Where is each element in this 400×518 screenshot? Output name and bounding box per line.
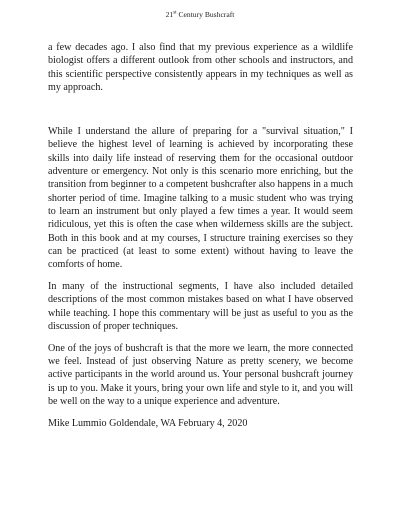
author-signature: Mike Lummio Goldendale, WA February 4, 2020 [48, 417, 248, 429]
running-header-title: Century Bushcraft [176, 10, 235, 19]
running-header-number: 21 [165, 10, 174, 19]
paragraph-survival-situation: While I understand the allure of preparing for a "survival situation," I believe the highest level of learning is achieved by incorporating these skills into daily life instead of reserving them for the occasional outdoor adventure or emergency. Not only is this scenario more enriching, but the transition from beginner to a competent bushcrafter also happens in a much shorter period of time. Imagine talking to a music student who was trying to learn an instrument but only played a few times a year. It would seem ridiculous, yet this is often the case when wilderness skills are the subject. Both in this book and at my courses, I structure training exercises so they can be practiced (at least to some extent) without having to leave the comforts of home. [48, 126, 353, 271]
paragraph-joys-of-bushcraft: One of the joys of bushcraft is that the more we learn, the more connected we feel. Instead of just observing Nature as pretty scenery, we become active participants in the world around us. Your personal bushcraft journey is up to you. Make it yours, bring your own life and style to it, and you will be well on the way to a unique experience and adventure. [48, 342, 353, 407]
running-header [0, 10, 400, 19]
paragraph-common-mistakes: In many of the instructional segments, I have also included detailed descriptions of the most common mistakes based on what I have observed while teaching. I hope this commentary will be just as useful to you as the discussion of proper techniques. [48, 280, 353, 332]
running-header-ordinal: st [173, 10, 177, 16]
paragraph-intro-continued: a few decades ago. I also find that my previous experience as a wildlife biologist offers a different outlook from other schools and instructors, and this scientific perspective consistently appears in my techniques as well as my approach. [48, 42, 353, 93]
body-text [48, 41, 353, 430]
